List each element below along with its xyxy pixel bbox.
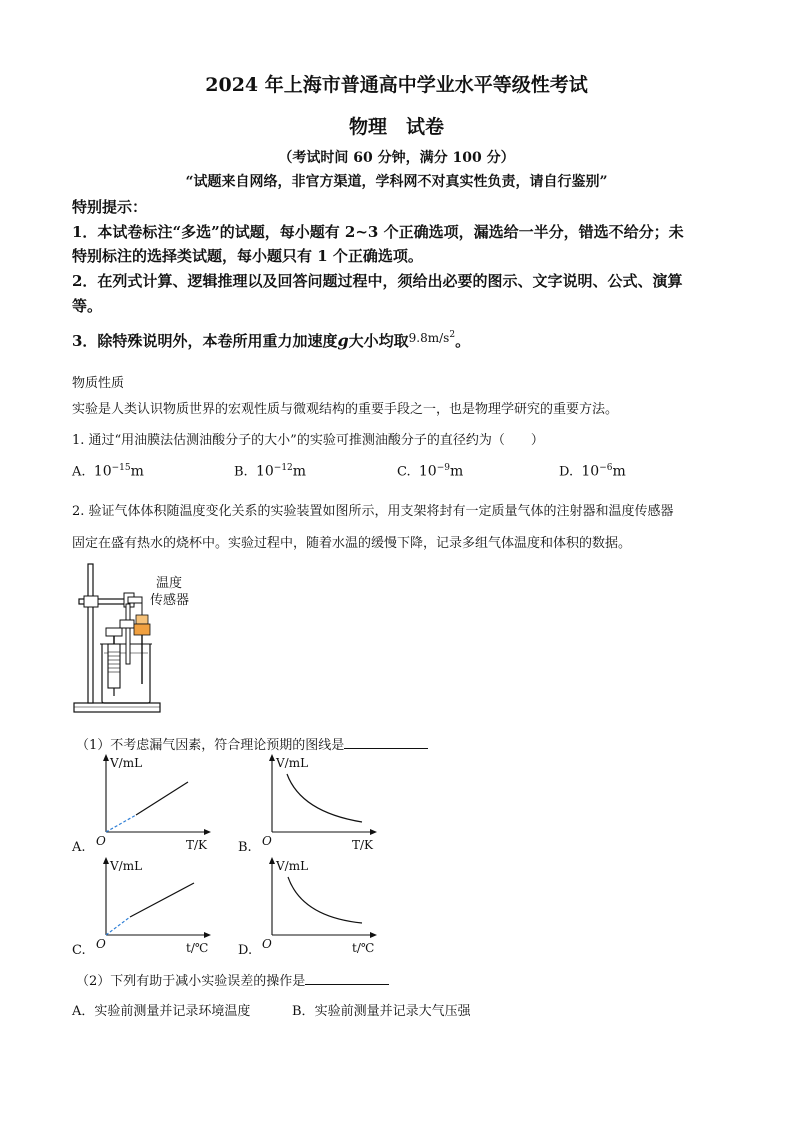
section-intro: 实验是人类认识物质世界的宏观性质与微观结构的重要手段之一，也是物理学研究的重要方法。 bbox=[72, 402, 619, 417]
graph-c-origin: O bbox=[96, 937, 106, 951]
section-title: 物质性质 bbox=[72, 376, 125, 391]
graph-d-curve bbox=[288, 877, 362, 923]
apparatus-figure bbox=[70, 560, 200, 720]
q2-sub2-option-b[interactable]: B．实验前测量并记录大气压强 bbox=[292, 1004, 471, 1019]
graph-a-letter[interactable]: A. bbox=[72, 840, 86, 855]
time-note: （考试时间 60 分钟，满分 100 分） bbox=[278, 150, 515, 166]
syringe-plunger-head bbox=[106, 628, 122, 636]
sensor-label-line2: 传感器 bbox=[150, 593, 190, 608]
q1-option-b[interactable]: B. $10^{-12}m$ bbox=[234, 463, 307, 480]
notice-3-middle: 大小均取 bbox=[348, 332, 409, 350]
exam-title: 2024 年上海市普通高中学业水平等级性考试 bbox=[205, 74, 588, 96]
graph-d-origin: O bbox=[262, 937, 272, 951]
graph-b-origin: O bbox=[262, 834, 272, 848]
q1-stem: 1. 通过“用油膜法估测油酸分子的大小”的实验可推测油酸分子的直径约为（ ） bbox=[72, 433, 544, 448]
graph-c bbox=[90, 855, 220, 961]
q2-sub2-option-a[interactable]: A．实验前测量并记录环境温度 bbox=[72, 1004, 251, 1019]
sensor-head bbox=[136, 615, 148, 624]
graph-d bbox=[256, 855, 386, 961]
notice-heading: 特别提示： bbox=[72, 198, 148, 216]
q1-option-d[interactable]: D. $10^{-6}m$ bbox=[559, 463, 626, 480]
sensor-label-line1: 温度 bbox=[156, 576, 183, 591]
graph-b-letter[interactable]: B. bbox=[238, 840, 252, 855]
graph-a-ylabel: V/mL bbox=[110, 756, 143, 770]
notice-3-suffix: 。 bbox=[455, 332, 471, 350]
notice-1-line2: 特别标注的选择类试题，每小题只有 1 个正确选项。 bbox=[72, 247, 423, 265]
source-note: “试题来自网络，非官方渠道，学科网不对真实性负责，请自行鉴别” bbox=[185, 174, 608, 190]
q1-option-a[interactable]: A. $10^{-15}m$ bbox=[72, 463, 144, 480]
q2-stem-line1: 2. 验证气体体积随温度变化关系的实验装置如图所示，用支架将封有一定质量气体的注射器和温度传感器 bbox=[72, 504, 674, 519]
graph-c-xlabel: t/℃ bbox=[186, 941, 209, 955]
q2-stem-line2: 固定在盛有热水的烧杯中。实验过程中，随着水温的缓慢下降，记录多组气体温度和体积的数据。 bbox=[72, 536, 632, 551]
gravity-value: 9.8m/s2 bbox=[408, 330, 456, 345]
graph-c-letter[interactable]: C. bbox=[72, 943, 86, 958]
graph-a-origin: O bbox=[96, 834, 106, 848]
syringe-barrel bbox=[108, 644, 120, 688]
graph-b-curve bbox=[287, 774, 362, 822]
notice-1-line1: 1．本试卷标注“多选”的试题，每小题有 2~3 个正确选项，漏选给一半分，错选不给分；未 bbox=[72, 223, 684, 241]
graph-b-ylabel: V/mL bbox=[276, 756, 309, 770]
graph-a bbox=[90, 752, 220, 858]
graph-d-letter[interactable]: D. bbox=[238, 943, 253, 958]
notice-2-line2: 等。 bbox=[72, 297, 103, 315]
stand-base bbox=[74, 703, 160, 712]
graph-c-ylabel: V/mL bbox=[110, 859, 143, 873]
q2-sub1: （1）不考虑漏气因素，符合理论预期的图线是 bbox=[76, 734, 428, 753]
graph-c-extrapolation bbox=[106, 917, 130, 935]
notice-3 bbox=[72, 330, 470, 351]
graph-d-ylabel: V/mL bbox=[276, 859, 309, 873]
notice-3-prefix: 3．除特殊说明外，本卷所用重力加速度 bbox=[72, 332, 338, 350]
graph-a-xlabel: T/K bbox=[186, 838, 208, 852]
graph-d-xlabel: t/℃ bbox=[352, 941, 375, 955]
notice-2-line1: 2．在列式计算、逻辑推理以及回答问题过程中，须给出必要的图示、文字说明、公式、演算 bbox=[72, 272, 683, 290]
stand-pole bbox=[88, 564, 93, 703]
q1-option-c[interactable]: C. $10^{-9}m$ bbox=[397, 463, 464, 480]
graph-a-extrapolation bbox=[106, 815, 136, 832]
graph-c-line bbox=[130, 883, 194, 917]
graph-b bbox=[256, 752, 386, 858]
graph-a-line bbox=[136, 782, 188, 815]
answer-blank-2[interactable] bbox=[305, 973, 389, 985]
graph-b-xlabel: T/K bbox=[352, 838, 374, 852]
sensor-body bbox=[134, 624, 150, 635]
gravity-symbol: g bbox=[337, 331, 349, 350]
subject-title: 物理 试卷 bbox=[348, 116, 444, 138]
answer-blank-1[interactable] bbox=[344, 737, 428, 749]
q2-sub2: （2）下列有助于减小实验误差的操作是 bbox=[76, 970, 389, 989]
